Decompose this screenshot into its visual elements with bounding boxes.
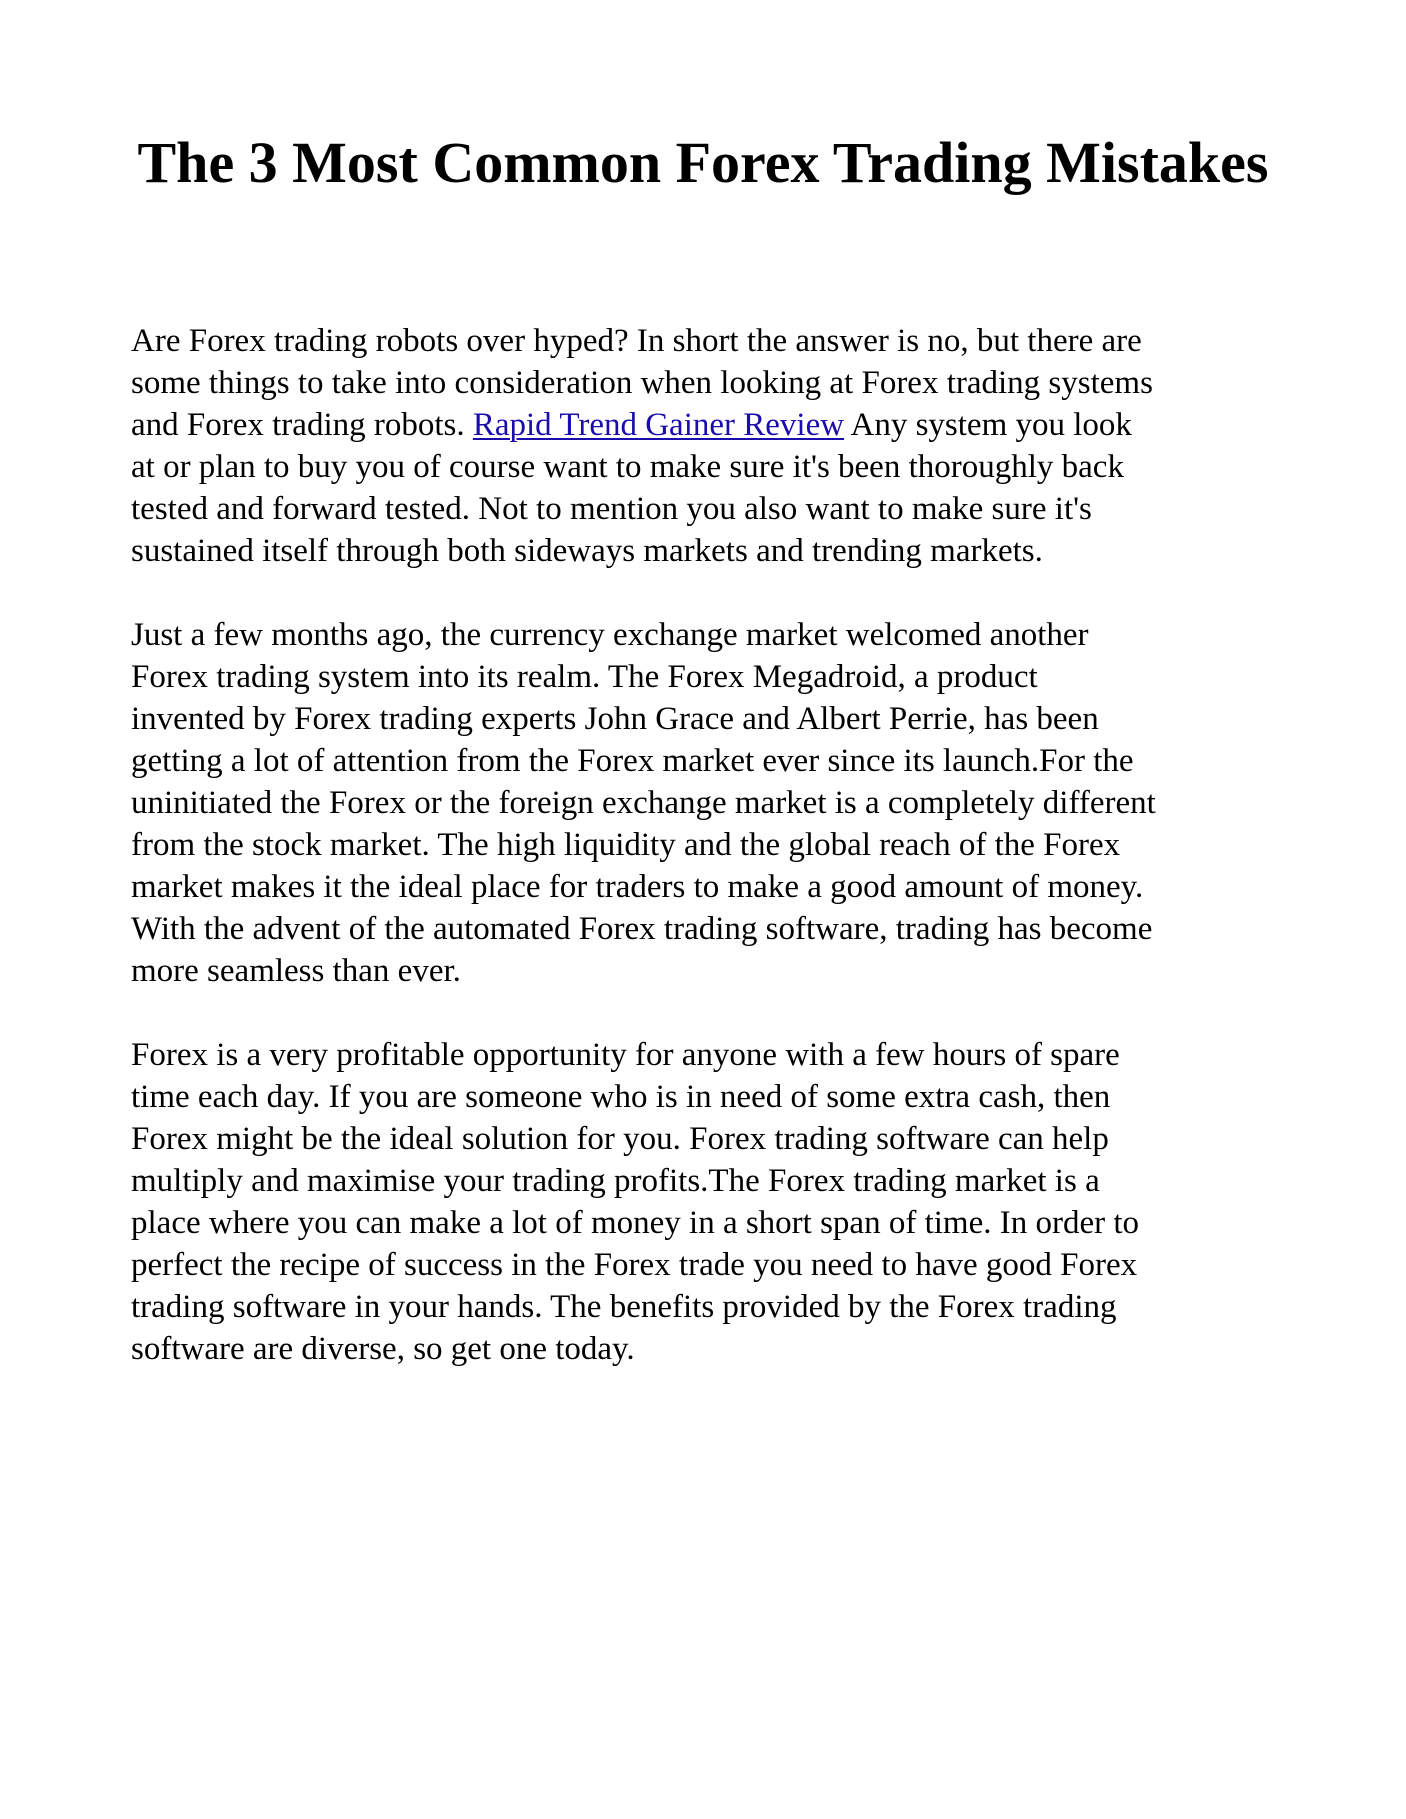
- text-line: getting a lot of attention from the Forex market ever since its launch.For the: [131, 743, 1134, 779]
- rapid-trend-gainer-review-link[interactable]: Rapid Trend Gainer Review: [472, 407, 845, 443]
- article-body: [131, 320, 1281, 1412]
- text-line: sustained itself through both sideways markets and trending markets.: [131, 533, 1043, 569]
- text-line: at or plan to buy you of course want to make sure it's been thoroughly back: [131, 449, 1124, 485]
- page-title: The 3 Most Common Forex Trading Mistakes: [137, 130, 1269, 195]
- text-line: invented by Forex trading experts John Grace and Albert Perrie, has been: [131, 701, 1099, 737]
- paragraph-1: [131, 320, 1281, 572]
- text-line: from the stock market. The high liquidity and the global reach of the Forex: [131, 827, 1121, 863]
- paragraph-2: [131, 614, 1281, 992]
- paragraph-3: [131, 1034, 1281, 1370]
- text-line: Forex trading system into its realm. The Forex Megadroid, a product: [131, 659, 1038, 695]
- text-line: market makes it the ideal place for traders to make a good amount of money.: [131, 869, 1144, 905]
- text-line: software are diverse, so get one today.: [131, 1331, 635, 1367]
- text-line: some things to take into consideration when looking at Forex trading systems: [131, 365, 1153, 401]
- text-line: multiply and maximise your trading profits.The Forex trading market is a: [131, 1163, 1100, 1199]
- text-line: trading software in your hands. The benefits provided by the Forex trading: [131, 1289, 1117, 1325]
- text-segment: and Forex trading robots.: [131, 407, 473, 443]
- text-line: uninitiated the Forex or the foreign exchange market is a completely different: [131, 785, 1156, 821]
- text-line-with-link: [131, 404, 1281, 446]
- text-line: tested and forward tested. Not to mention you also want to make sure it's: [131, 491, 1092, 527]
- text-line: place where you can make a lot of money in a short span of time. In order to: [131, 1205, 1139, 1241]
- text-line: Are Forex trading robots over hyped? In short the answer is no, but there are: [131, 323, 1142, 359]
- text-line: Forex is a very profitable opportunity for anyone with a few hours of spare: [131, 1037, 1120, 1073]
- text-line: With the advent of the automated Forex trading software, trading has become: [131, 911, 1153, 947]
- text-line: perfect the recipe of success in the Forex trade you need to have good Forex: [131, 1247, 1138, 1283]
- text-line: Just a few months ago, the currency exchange market welcomed another: [131, 617, 1089, 653]
- text-line: more seamless than ever.: [131, 953, 461, 989]
- text-segment: Any system you look: [844, 407, 1132, 443]
- text-line: time each day. If you are someone who is in need of some extra cash, then: [131, 1079, 1111, 1115]
- text-line: Forex might be the ideal solution for you. Forex trading software can help: [131, 1121, 1109, 1157]
